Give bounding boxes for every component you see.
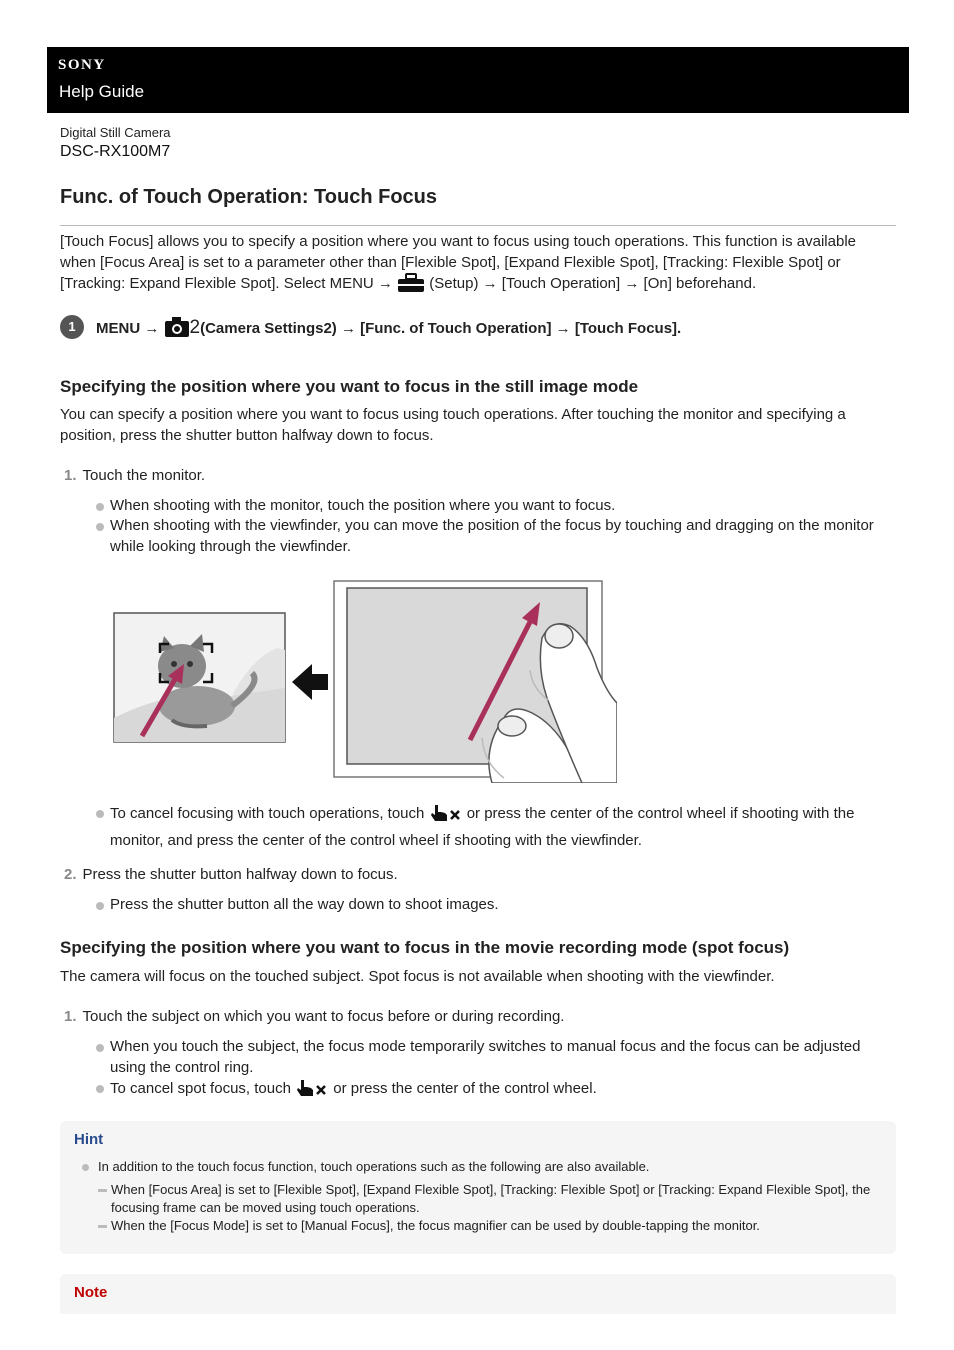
step-text: Press the shutter button halfway down to focus.	[82, 866, 398, 883]
list-item	[96, 895, 896, 916]
product-model: DSC-RX100M7	[60, 143, 171, 160]
hint-bullet	[82, 1158, 882, 1176]
list-item	[96, 1078, 896, 1105]
spot-cancel-text-start: To cancel spot focus, touch	[110, 1080, 291, 1097]
step-text: Touch the subject on which you want to focus before or during recording.	[82, 1008, 565, 1025]
bullet-text: When shooting with the viewfinder, you can move the position of the focus by touching and dragging on the monitor while looking through the viewfinder.	[110, 517, 874, 555]
bullet-dot	[96, 1085, 104, 1093]
menu-path-end: (Camera Settings2) → [Func. of Touch Operation] → [Touch Focus].	[200, 320, 682, 337]
step-number-badge: 1	[60, 315, 84, 339]
viewfinder-image	[114, 613, 285, 742]
section-description-still: You can specify a position where you want to focus using touch operations. After touching the monitor and specifying a position, press the shutter button halfway down to focus.	[60, 406, 846, 444]
help-guide-title[interactable]: Help Guide	[59, 82, 145, 101]
bullet-text: When shooting with the monitor, touch the position where you want to focus.	[110, 497, 616, 514]
intro-text: [Touch Focus] allows you to specify a position where you want to focus using touch operations. This function is available when [Focus Area] is set to a parameter other than [Flexible Spot], [Expand Flexible Spot], [Tracking: Flexible Spot] or [Tracking: Expand Flexible Spot]. Select MENU →	[60, 233, 856, 292]
bullet-dot	[96, 810, 104, 818]
bullet-dot	[82, 1164, 89, 1171]
left-arrow-icon	[292, 664, 328, 700]
section-description-movie: The camera will focus on the touched subject. Spot focus is not available when shooting with the viewfinder.	[60, 968, 775, 985]
spot-cancel-text-end: or press the center of the control wheel.	[333, 1080, 597, 1097]
page-title: Func. of Touch Operation: Touch Focus	[60, 186, 438, 208]
title-divider	[60, 225, 896, 226]
header-bar	[47, 47, 909, 113]
section-heading-movie: Specifying the position where you want to focus in the movie recording mode (spot focus)	[60, 938, 790, 957]
movie-step-1	[64, 1008, 564, 1025]
camera-settings-number: 2	[189, 317, 201, 338]
list-item	[96, 496, 896, 517]
bullet-dot	[96, 503, 104, 511]
bullet-dot	[96, 902, 104, 910]
step-number: 2.	[64, 866, 77, 883]
list-item	[96, 803, 896, 851]
hint-box	[60, 1121, 896, 1254]
bullet-dot	[96, 523, 104, 531]
bullet-text: In addition to the touch focus function, touch operations such as the following are also available.	[98, 1159, 650, 1174]
touch-focus-illustration	[112, 578, 617, 783]
touch-cancel-icon[interactable]	[429, 803, 463, 830]
list-item	[96, 516, 896, 557]
sub-item-text: When [Focus Area] is set to [Flexible Spot], [Expand Flexible Spot], [Tracking: Flexible Spot] or [Tracking: Expand Flexible Spot], the focusing frame can be moved using touch operations.	[111, 1182, 871, 1215]
step-number: 1.	[64, 467, 77, 484]
product-category: Digital Still Camera	[60, 125, 171, 140]
hint-title: Hint	[74, 1131, 104, 1148]
intro-text-end: (Setup) → [Touch Operation] → [On] beforehand.	[429, 275, 757, 292]
setup-toolbox-icon	[397, 273, 425, 300]
note-box	[60, 1274, 896, 1314]
hint-sub-item	[98, 1217, 882, 1235]
bullet-text: When you touch the subject, the focus mode temporarily switches to manual focus and the focus can be adjusted using the control ring.	[110, 1038, 861, 1076]
list-item	[96, 1037, 896, 1078]
step-number: 1.	[64, 1008, 77, 1025]
step-text: Touch the monitor.	[82, 467, 206, 484]
cancel-text-end: or press the center of the control wheel if shooting with the monitor, and press the center of the control wheel if shooting with the viewfinder.	[110, 805, 855, 849]
sub-item-text: When the [Focus Mode] is set to [Manual Focus], the focus magnifier can be used by double-tapping the monitor.	[111, 1218, 760, 1233]
camera-settings-icon	[164, 316, 190, 342]
dash-marker	[98, 1189, 107, 1192]
note-title: Note	[74, 1284, 108, 1301]
still-step-1	[64, 467, 205, 484]
intro-paragraph	[60, 232, 896, 300]
section-heading-still: Specifying the position where you want to focus in the still image mode	[60, 377, 639, 396]
cancel-text-start: To cancel focusing with touch operations, touch	[110, 805, 425, 822]
dash-marker	[98, 1225, 107, 1228]
menu-path-start: MENU →	[96, 320, 160, 337]
bullet-text: Press the shutter button all the way down to shoot images.	[110, 896, 499, 913]
bullet-dot	[96, 1044, 104, 1052]
touch-cancel-icon[interactable]	[295, 1078, 329, 1105]
hint-sub-item	[98, 1181, 882, 1217]
still-step-2	[64, 866, 398, 883]
sony-logo[interactable]: SONY	[58, 57, 106, 73]
step-1-menu-path	[60, 313, 896, 341]
